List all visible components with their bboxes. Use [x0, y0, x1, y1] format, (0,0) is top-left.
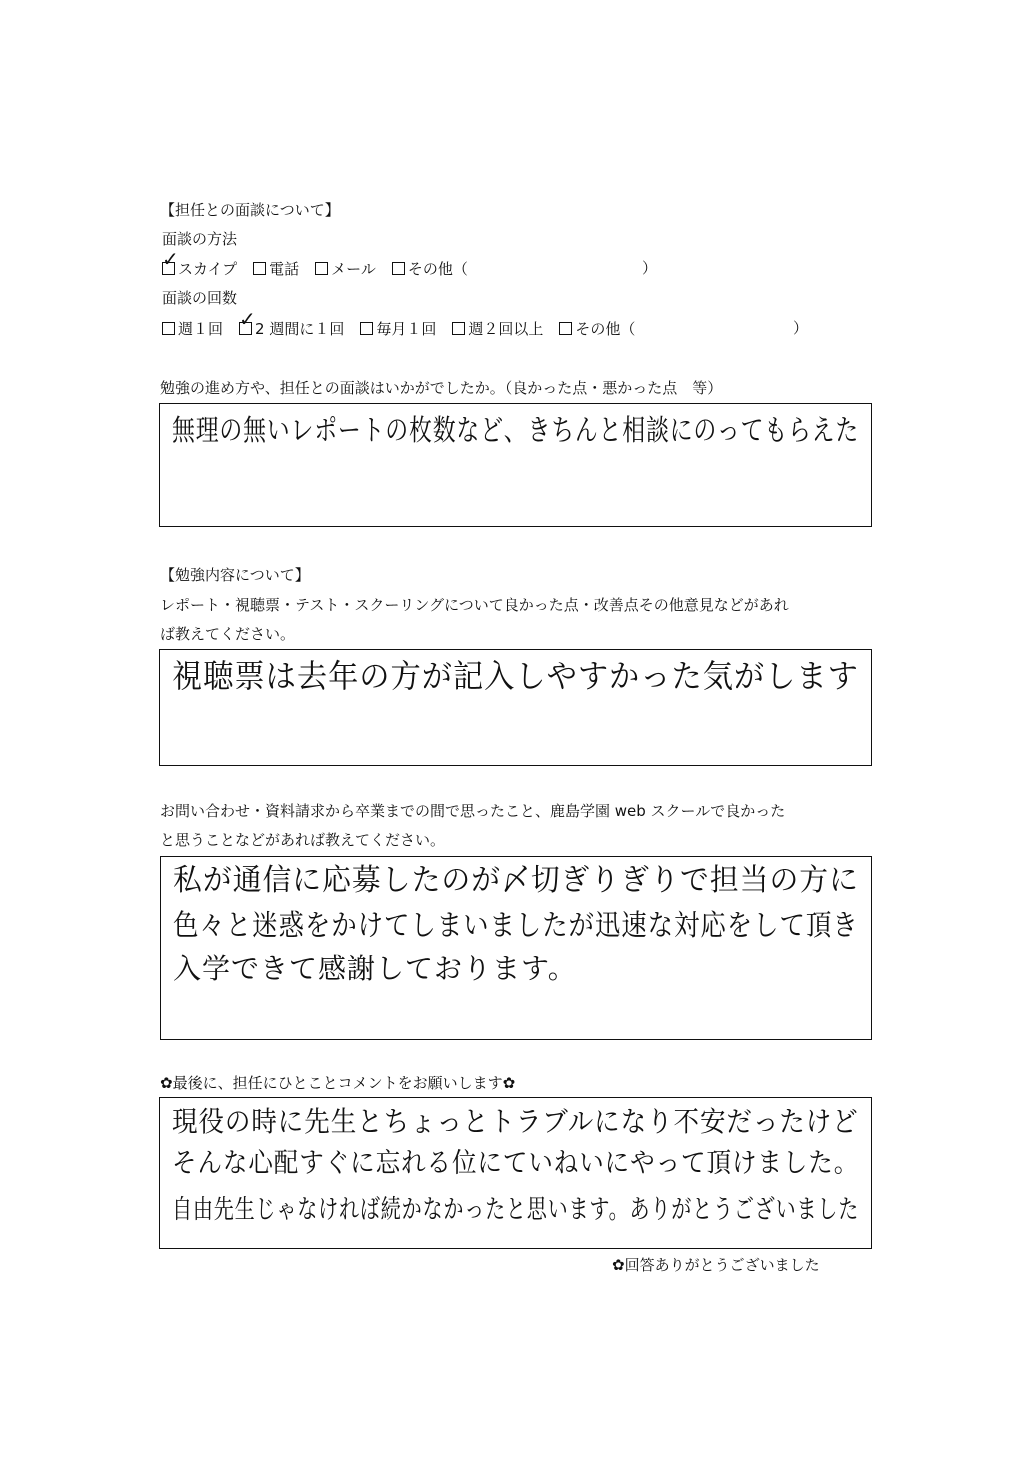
square-checkbox-icon — [360, 322, 373, 335]
count-options-row — [162, 306, 636, 338]
square-checkbox-icon — [253, 262, 266, 275]
inquiry-answer-box[interactable] — [160, 856, 872, 1040]
square-checkbox-icon — [239, 306, 256, 335]
method-options-row — [162, 246, 468, 278]
inquiry-answer-line: 私が通信に応募したのが〆切ぎりぎりで担当の方に — [173, 863, 859, 898]
method-option-other[interactable] — [392, 258, 468, 279]
count-option-label: その他（ — [575, 319, 636, 338]
final-answer-line: 自由先生じゃなければ続かなかったと思います。ありがとうございました — [172, 1195, 860, 1225]
interview-answer-box[interactable] — [159, 403, 872, 527]
count-label: 面談の回数 — [162, 289, 238, 307]
square-checkbox-icon — [452, 322, 465, 335]
flower-icon: ✿ — [502, 1074, 516, 1092]
square-checkbox-icon — [392, 262, 405, 275]
method-option-label: メール — [331, 259, 376, 278]
method-label: 面談の方法 — [162, 230, 238, 248]
square-checkbox-icon — [315, 262, 328, 275]
count-option-other[interactable] — [559, 318, 635, 339]
inquiry-answer-line: 入学できて感謝しております。 — [173, 952, 577, 985]
inquiry-question-line2: と思うことなどがあれば教えてください。 — [160, 831, 446, 849]
count-option-label: 2 週間に１回 — [255, 319, 345, 338]
flower-icon: ✿ — [612, 1256, 625, 1274]
method-other-close: ） — [642, 259, 658, 277]
count-option-label: 週１回 — [178, 319, 224, 338]
thanks-note — [612, 1256, 820, 1274]
count-option-label: 毎月１回 — [376, 319, 437, 338]
final-answer-line: 現役の時に先生とちょっとトラブルになり不安だったけど — [172, 1105, 859, 1138]
thanks-text: 回答ありがとうございました — [624, 1256, 820, 1274]
square-checkbox-icon — [162, 246, 179, 275]
final-question-text: 最後に、担任にひとことコメントをお願いします — [172, 1074, 503, 1092]
checkmark-icon: ✓ — [239, 306, 256, 331]
study-question-line1: レポート・視聴票・テスト・スクーリングについて良かった点・改善点その他意見などがあれ — [160, 596, 789, 614]
count-option-monthly[interactable] — [360, 318, 436, 339]
study-section-title: 【勉強内容について】 — [160, 566, 310, 584]
method-option-label: その他（ — [407, 259, 468, 278]
inquiry-question-line1: お問い合わせ・資料請求から卒業までの間で思ったこと、鹿島学園 web スクールで良かった — [160, 802, 786, 820]
final-answer-box[interactable] — [159, 1097, 872, 1249]
method-option-skype[interactable] — [162, 246, 238, 279]
checkmark-icon: ✓ — [162, 246, 179, 271]
method-option-label: スカイプ — [178, 259, 238, 278]
count-option-twice-weekly[interactable] — [452, 318, 543, 339]
study-answer-box[interactable] — [159, 649, 872, 766]
method-option-phone[interactable] — [253, 258, 299, 279]
final-answer-line: そんな心配すぐに忘れる位にていねいにやって頂けました。 — [172, 1148, 860, 1179]
interview-section-title: 【担任との面談について】 — [160, 201, 340, 219]
count-option-weekly[interactable] — [162, 318, 223, 339]
method-option-label: 電話 — [269, 259, 300, 278]
interview-answer-text: 無理の無いレポートの枚数など、きちんと相談にのってもらえた — [172, 413, 860, 447]
final-question — [160, 1074, 515, 1092]
square-checkbox-icon — [162, 322, 175, 335]
inquiry-answer-line: 色々と迷惑をかけてしまいましたが迅速な対応をして頂き — [173, 908, 859, 942]
count-option-label: 週２回以上 — [468, 319, 544, 338]
square-checkbox-icon — [559, 322, 572, 335]
study-question-line2: ば教えてください。 — [160, 625, 296, 643]
count-option-biweekly[interactable] — [239, 306, 345, 339]
count-other-close: ） — [793, 319, 809, 337]
interview-question: 勉強の進め方や、担任との面談はいかがでしたか。（良かった点・悪かった点 等） — [160, 379, 723, 397]
flower-icon: ✿ — [160, 1074, 173, 1092]
study-answer-text: 視聴票は去年の方が記入しやすかった気がします — [172, 657, 859, 695]
method-option-mail[interactable] — [315, 258, 376, 279]
